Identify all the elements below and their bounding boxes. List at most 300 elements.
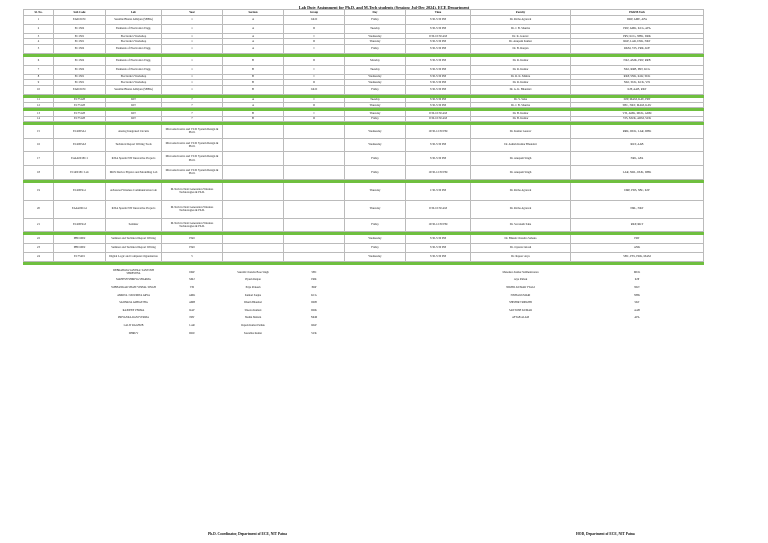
abbreviation-code: SBC [311,270,317,274]
abbreviation-name: Priya Prakash [245,285,261,289]
table-cell: LAR, NRL, DUK, DHK [571,165,704,179]
table-row [24,218,704,232]
empty-cell [24,322,54,330]
abbreviation-name: SANTOSH KUMAR [508,308,533,312]
abbreviation-code: AAB [634,308,640,312]
table-cell [223,138,284,152]
empty-cell [406,299,471,307]
table-cell: Dr. Ashish Kumar Bhandari [471,138,571,152]
abbreviation-code: VIS [189,285,195,289]
table-cell: Seminar and Technical Report Writing [106,244,162,253]
table-cell: 1 [162,34,223,39]
table-cell: 1 [162,39,223,44]
table-cell: Thursday [345,39,406,44]
table-cell: NRL, NKT [571,200,704,218]
table-cell: Electronics Workshop [106,34,162,39]
table-cell: 10:30-12:30 PM [406,125,471,139]
page-title: Lab Duty Assignment for Ph.D. and M.Tech students (Session: Jul-Dec 2024), ECE Department [298,5,470,10]
table-cell: M.Tech in Next Generation Wireless Technologies & Ph.D. [162,200,223,218]
table-cell: 13 [24,111,54,116]
table-cell: Dr. Anupam Singh [471,152,571,166]
abbreviation-code: AMK [188,293,196,297]
footer-coordinator: Ph.D. Coordinator, Department of ECE, NIT Patna [208,532,287,536]
table-cell: M.Tech in Next Generation Wireless Technologies & Ph.D. [162,218,223,232]
table-cell: Dr. R. Kumar [471,80,571,85]
table-cell: 10:30-12:30 PM [406,218,471,232]
table-cell: Dr. Kumar Gaurav [471,125,571,139]
empty-cell [345,269,406,277]
footer-hod: HOD, Department of ECE, NIT Patna [576,532,635,536]
table-body [24,16,704,337]
table-cell: Wednesday [345,138,406,152]
table-cell: Tuesday [345,97,406,102]
table-cell: 22 [24,235,54,244]
table-cell: EC75128 [54,97,106,102]
empty-cell [406,269,471,277]
header-cell: Time [406,10,471,16]
table-cell: Advanced Wireless Communication Lab [106,182,162,200]
table-cell: Dr. R. K. Mishra [471,74,571,79]
table-cell: Sessible Bharat Abhiyan (SBBA) [106,16,162,25]
abbreviation-code: MUK [633,270,641,274]
table-cell: 1 [162,25,223,34]
table-cell [284,138,345,152]
abbreviation-code: DRU [189,331,195,335]
abbreviation-name: MAHESH SHIRIYA SHARMA [116,278,151,282]
abbreviation-name: Manohara Kumar Siddheshwaran [502,270,539,274]
table-cell: 3:30-5:30 PM [406,102,471,107]
table-cell: Thursday [345,111,406,116]
empty-cell [406,307,471,315]
table-cell: Elements of Electronics Engg. [106,56,162,65]
table-cell: IOSA Sparsh NIT Innovative Projects [106,200,162,218]
table-cell: 1 [162,16,223,25]
schedule-table [23,9,704,337]
table-cell: B [223,116,284,121]
table-cell: 7 [162,102,223,107]
abbreviation-row [24,291,704,299]
table-cell: B [223,80,284,85]
table-cell: A [223,34,284,39]
table-cell: IOT [106,97,162,102]
abbreviation-name: Dharm Bhandari [244,301,262,305]
table-cell: A [223,39,284,44]
abbreviation-name [471,322,571,330]
table-cell: 1 [24,16,54,25]
table-cell: IOT [106,102,162,107]
abbreviation-name: Shahin Mohsin [244,316,262,320]
table-cell: Tuesday [345,65,406,74]
table-cell: PhD [162,235,223,244]
table-cell: 10:30-12:30 PM [406,165,471,179]
abbreviation-name: LALIT RAGHUB [123,323,144,327]
table-cell: A [223,102,284,107]
table-cell: 3:30-5:30 PM [406,44,471,53]
table-cell: 4 [24,39,54,44]
abbreviation-name: AFTAB ALAM [511,316,530,320]
table-cell [223,235,284,244]
abbreviation-row [24,329,704,337]
table-cell: 5 [162,253,223,262]
table-cell: 17 [24,152,54,166]
table-cell: II [284,56,345,65]
table-cell: Wednesday [345,74,406,79]
abbreviation-code: MKJ [189,278,195,282]
table-cell: NKJ, SUK, KCK, VIS [571,80,704,85]
abbreviation-name: RAJDEEP VERMA [122,308,145,312]
empty-cell [345,314,406,322]
table-cell: Sessible Bharat Abhiyan (SBBA) [106,85,162,94]
table-cell: 23 [24,244,54,253]
abbreviation-code: SUK [311,331,317,335]
table-cell: A [223,16,284,25]
table-cell: 9:30-10:30 AM [406,34,471,39]
table-cell: PHD1002 [54,235,106,244]
header-cell: PhD/M.Tech [571,10,704,16]
table-cell: 1 [162,80,223,85]
empty-cell [24,329,54,337]
table-cell: 5 [24,44,54,53]
empty-cell [406,284,471,292]
header-cell: Sl. No. [24,10,54,16]
abbreviation-row [24,284,704,292]
table-cell: I [284,111,345,116]
table-cell: RKP, SNK, KAV, SUK [571,74,704,79]
table-cell: 3:30-5:30 PM [406,253,471,262]
table-cell [223,182,284,200]
table-cell: EA4A001G1 [54,200,106,218]
header-cell: Group [284,10,345,16]
empty-cell [54,329,106,337]
table-cell: B [223,85,284,94]
table-cell: DJP, MAM, KAV, PRT [571,97,704,102]
abbreviation-name: Rajesh Kumar Pathak [241,323,265,327]
table-row [24,152,704,166]
table-cell: Wednesday [345,80,406,85]
empty-cell [54,299,106,307]
table-cell: Dr. R. Kumar [471,56,571,65]
table-row [24,253,704,262]
table-cell: B [223,74,284,79]
empty-cell [54,314,106,322]
abbreviation-name: Saurabh Chandra Bose Singh [237,270,269,274]
table-cell: 9:30-10:30 AM [406,200,471,218]
table-cell: Wednesday [345,125,406,139]
table-cell: PRV, AMK, KCG, AFA [571,25,704,34]
table-cell: EC4003A3 [54,138,106,152]
table-cell: 12 [24,102,54,107]
table-cell: Friday [345,44,406,53]
table-row [24,25,704,34]
table-cell: 7 [162,97,223,102]
table-cell: 2 [24,25,54,34]
table-row [24,16,704,25]
table-cell: NKJ, RRB, PRT, KCG [571,65,704,74]
table-cell: Microelectronics and VLSI System Design & Ph.D. [162,125,223,139]
table-cell: EC4003G3 [54,218,106,232]
abbreviation-row [24,322,704,330]
abbreviation-code: PRV [189,316,195,320]
table-cell: Wednesday [345,34,406,39]
abbreviation-code: LAR [189,323,195,327]
table-cell [284,200,345,218]
table-cell: 1 [162,65,223,74]
table-cell: 1 [162,74,223,79]
table-cell: 3:30-5:30 PM [406,25,471,34]
table-cell: I [284,97,345,102]
table-cell: II [284,102,345,107]
table-cell: VIS, AMK, MUK, ADM [571,111,704,116]
table-cell [223,152,284,166]
abbreviation-name: DEBRABATA SANTRA/ SANTOSH SHRESTHA [113,269,154,276]
table-cell [284,152,345,166]
table-cell [223,218,284,232]
table-cell: Friday [345,218,406,232]
table-cell: Thursday [345,182,406,200]
table-cell: Elements of Electronics Engg. [106,25,162,34]
table-cell: Friday [345,152,406,166]
empty-cell [54,276,106,284]
table-cell: I [284,34,345,39]
table-cell: EC1502 [54,65,106,74]
empty-cell [345,322,406,330]
table-cell: NRL, AFA [571,152,704,166]
table-cell [223,253,284,262]
empty-cell [345,276,406,284]
abbreviation-code: PRP [311,285,317,289]
table-cell: II [284,39,345,44]
table-cell [284,218,345,232]
empty-cell [345,307,406,315]
table-cell: 3:30-5:30 PM [406,74,471,79]
table-cell: SBC, PSS, PRK, MAM [571,253,704,262]
table-cell: 3:30-5:30 PM [406,85,471,94]
table-cell: I [284,65,345,74]
table-cell: 3:30-5:30 PM [406,39,471,44]
table-cell: EC1501 [54,74,106,79]
table-cell [284,182,345,200]
table-cell: EA6101EC [54,85,106,94]
table-cell: Microelectronics and VLSI System Design & Ph.D. [162,152,223,166]
table-cell: Analog Integrated Circuits [106,125,162,139]
abbreviation-name: Kumari Sanjna [244,293,262,297]
table-cell: EC1501 [54,34,106,39]
table-cell: 9:30-10:30 AM [406,116,471,121]
table-cell: EC75401 [54,253,106,262]
abbreviation-name: Arya Pathak [513,278,528,282]
table-row [24,235,704,244]
table-cell: EA4A001EC1 [54,152,106,166]
table-cell: 3:30-5:30 PM [406,56,471,65]
abbreviation-row [24,276,704,284]
table-cell: Dr. Jayanta Ghosh [471,244,571,253]
table-cell: II [284,80,345,85]
empty-cell [406,322,471,330]
table-cell: PhD [162,244,223,253]
table-cell: Friday [345,165,406,179]
table-cell: Dr. Richa Agrawal [471,16,571,25]
header-cell: Section [223,10,284,16]
table-cell: Wednesday [345,253,406,262]
abbreviation-code: NHK [634,293,640,297]
table-cell [284,125,345,139]
table-cell: 10 [24,85,54,94]
table-cell: Microelectronics and VLSI System Design & Ph.D. [162,138,223,152]
table-cell: A [223,25,284,34]
table-cell: RKM, VIS, PRK, KJP [571,44,704,53]
table-row [24,200,704,218]
abbreviation-row [24,299,704,307]
abbreviation-code: AMB [188,301,196,305]
table-cell: Dr. S. Saha [471,97,571,102]
empty-cell [24,299,54,307]
header-cell: Sub Code [54,10,106,16]
table-cell: 19 [24,182,54,200]
table-cell: MOS Device Physics and Modelling Lab [106,165,162,179]
abbreviation-code: KJP [634,278,640,282]
table-cell [284,244,345,253]
table-cell: Dr. J. B. Sharma [471,102,571,107]
table-cell: Dr. Anupam Singh [471,165,571,179]
abbreviation-name: Shweta Kumari [244,308,262,312]
table-cell: Seminar and Technical Report Writing [106,235,162,244]
table-cell: RKP, RKT [571,218,704,232]
table-cell: 1:30-3:30 PM [406,182,471,200]
table-row [24,56,704,65]
table-cell: Seminar [106,218,162,232]
empty-cell [345,329,406,337]
table-cell: Thursday [345,200,406,218]
empty-cell [345,299,406,307]
table-cell: DRP, PDS, SBC, KJP [571,182,704,200]
table-cell: Thursday [345,102,406,107]
abbreviation-code: RKP [311,323,317,327]
table-cell: Dr. Rajeev Arya [471,253,571,262]
table-cell: I [284,74,345,79]
table-cell: I & II [284,85,345,94]
table-cell: B [223,56,284,65]
table-cell: 3:30-5:30 PM [406,80,471,85]
table-cell: 1 [162,44,223,53]
table-cell: 3:30-5:30 PM [406,244,471,253]
table-cell: 20 [24,200,54,218]
empty-cell [24,307,54,315]
table-cell [284,235,345,244]
table-cell [284,253,345,262]
table-cell: Wednesday [345,235,406,244]
abbreviation-code: RAV [189,308,195,312]
abbreviation-code: NKM [310,316,318,320]
table-cell: I & II [284,16,345,25]
table-cell: A [223,44,284,53]
table-cell [223,200,284,218]
table-cell: 6 [24,56,54,65]
table-cell: EC4003G1 [54,182,106,200]
table-cell: Dr. R. Kumar [471,65,571,74]
table-cell: 1 [162,56,223,65]
table-cell: RRK, DUK, LAR, DHK [571,125,704,139]
table-cell: 7 [24,65,54,74]
table-cell: SBC, NKT, MAM, KAV [571,102,704,107]
table-cell: Dr. B. Kumar [471,116,571,121]
abbreviation-code: KCG [311,293,317,297]
table-cell: IOT [106,116,162,121]
abbreviation-name: DHRUV [128,331,139,335]
empty-cell [406,276,471,284]
table-cell: NKJ, AMK, PRV, RRB [571,56,704,65]
table-cell [223,244,284,253]
abbreviation-code [571,322,704,330]
table-cell: EC75128 [54,111,106,116]
table-cell: EC4003A1 [54,125,106,139]
table-cell: 1 [162,85,223,94]
table-cell: RKT, AAB [571,138,704,152]
table-cell: 11 [24,97,54,102]
table-row [24,44,704,53]
empty-cell [54,284,106,292]
abbreviation-name: Saurabha Kumar [243,331,263,335]
table-row [24,244,704,253]
table-row [24,65,704,74]
empty-cell [54,269,106,277]
table-cell: 18 [24,165,54,179]
abbreviation-name: AMRITA / MOUMITA ARYA [117,293,150,297]
table-cell: Monday [345,56,406,65]
table-cell: PRT [571,235,704,244]
table-cell: Dr. Richa Agrawal [471,200,571,218]
abbreviation-name: PRIYANKA RANI VERMA [117,316,149,320]
header-cell: Day [345,10,406,16]
table-cell: B [223,65,284,74]
table-cell: Dr. B. Ranjan [471,44,571,53]
table-cell: EC4001EC Lab [54,165,106,179]
table-cell: Friday [345,85,406,94]
empty-cell [24,291,54,299]
empty-cell [24,314,54,322]
table-cell: EC1502 [54,56,106,65]
table-cell: Dr. Anupam Kumar [471,39,571,44]
table-cell: EA6101EC [54,16,106,25]
table-cell: II [284,25,345,34]
table-cell: Dr. B. Kumar [471,111,571,116]
table-cell: DRP, AME, AFA [571,16,704,25]
abbreviation-name: NISHA KUMARI [510,293,531,297]
table-cell [223,125,284,139]
table-cell: RKP, LAR, DSK, NKT [571,39,704,44]
table-cell: Friday [345,244,406,253]
table-cell: 21 [24,218,54,232]
empty-cell [24,269,54,277]
table-cell: 14 [24,116,54,121]
empty-cell [54,291,106,299]
table-cell: Dr. A. K. Bhandari [471,85,571,94]
table-cell: 9 [24,80,54,85]
table-cell: EC75128 [54,102,106,107]
empty-cell [345,284,406,292]
table-cell: EC75128 [54,116,106,121]
abbreviation-name: NIKHIL KUMAR TYAGI [506,285,535,289]
table-cell: 9:30-10:30 AM [406,111,471,116]
table-cell: EC1502 [54,44,106,53]
header-cell: Year [162,10,223,16]
table-cell: EC1502 [54,25,106,34]
table-cell [284,165,345,179]
table-cell: Dr. K. Gaurav [471,34,571,39]
table-cell: Electronics Workshop [106,39,162,44]
table-cell: Dr. Richa Agrawal [471,182,571,200]
abbreviation-code: PRK [311,278,317,282]
table-cell: Tuesday [345,25,406,34]
